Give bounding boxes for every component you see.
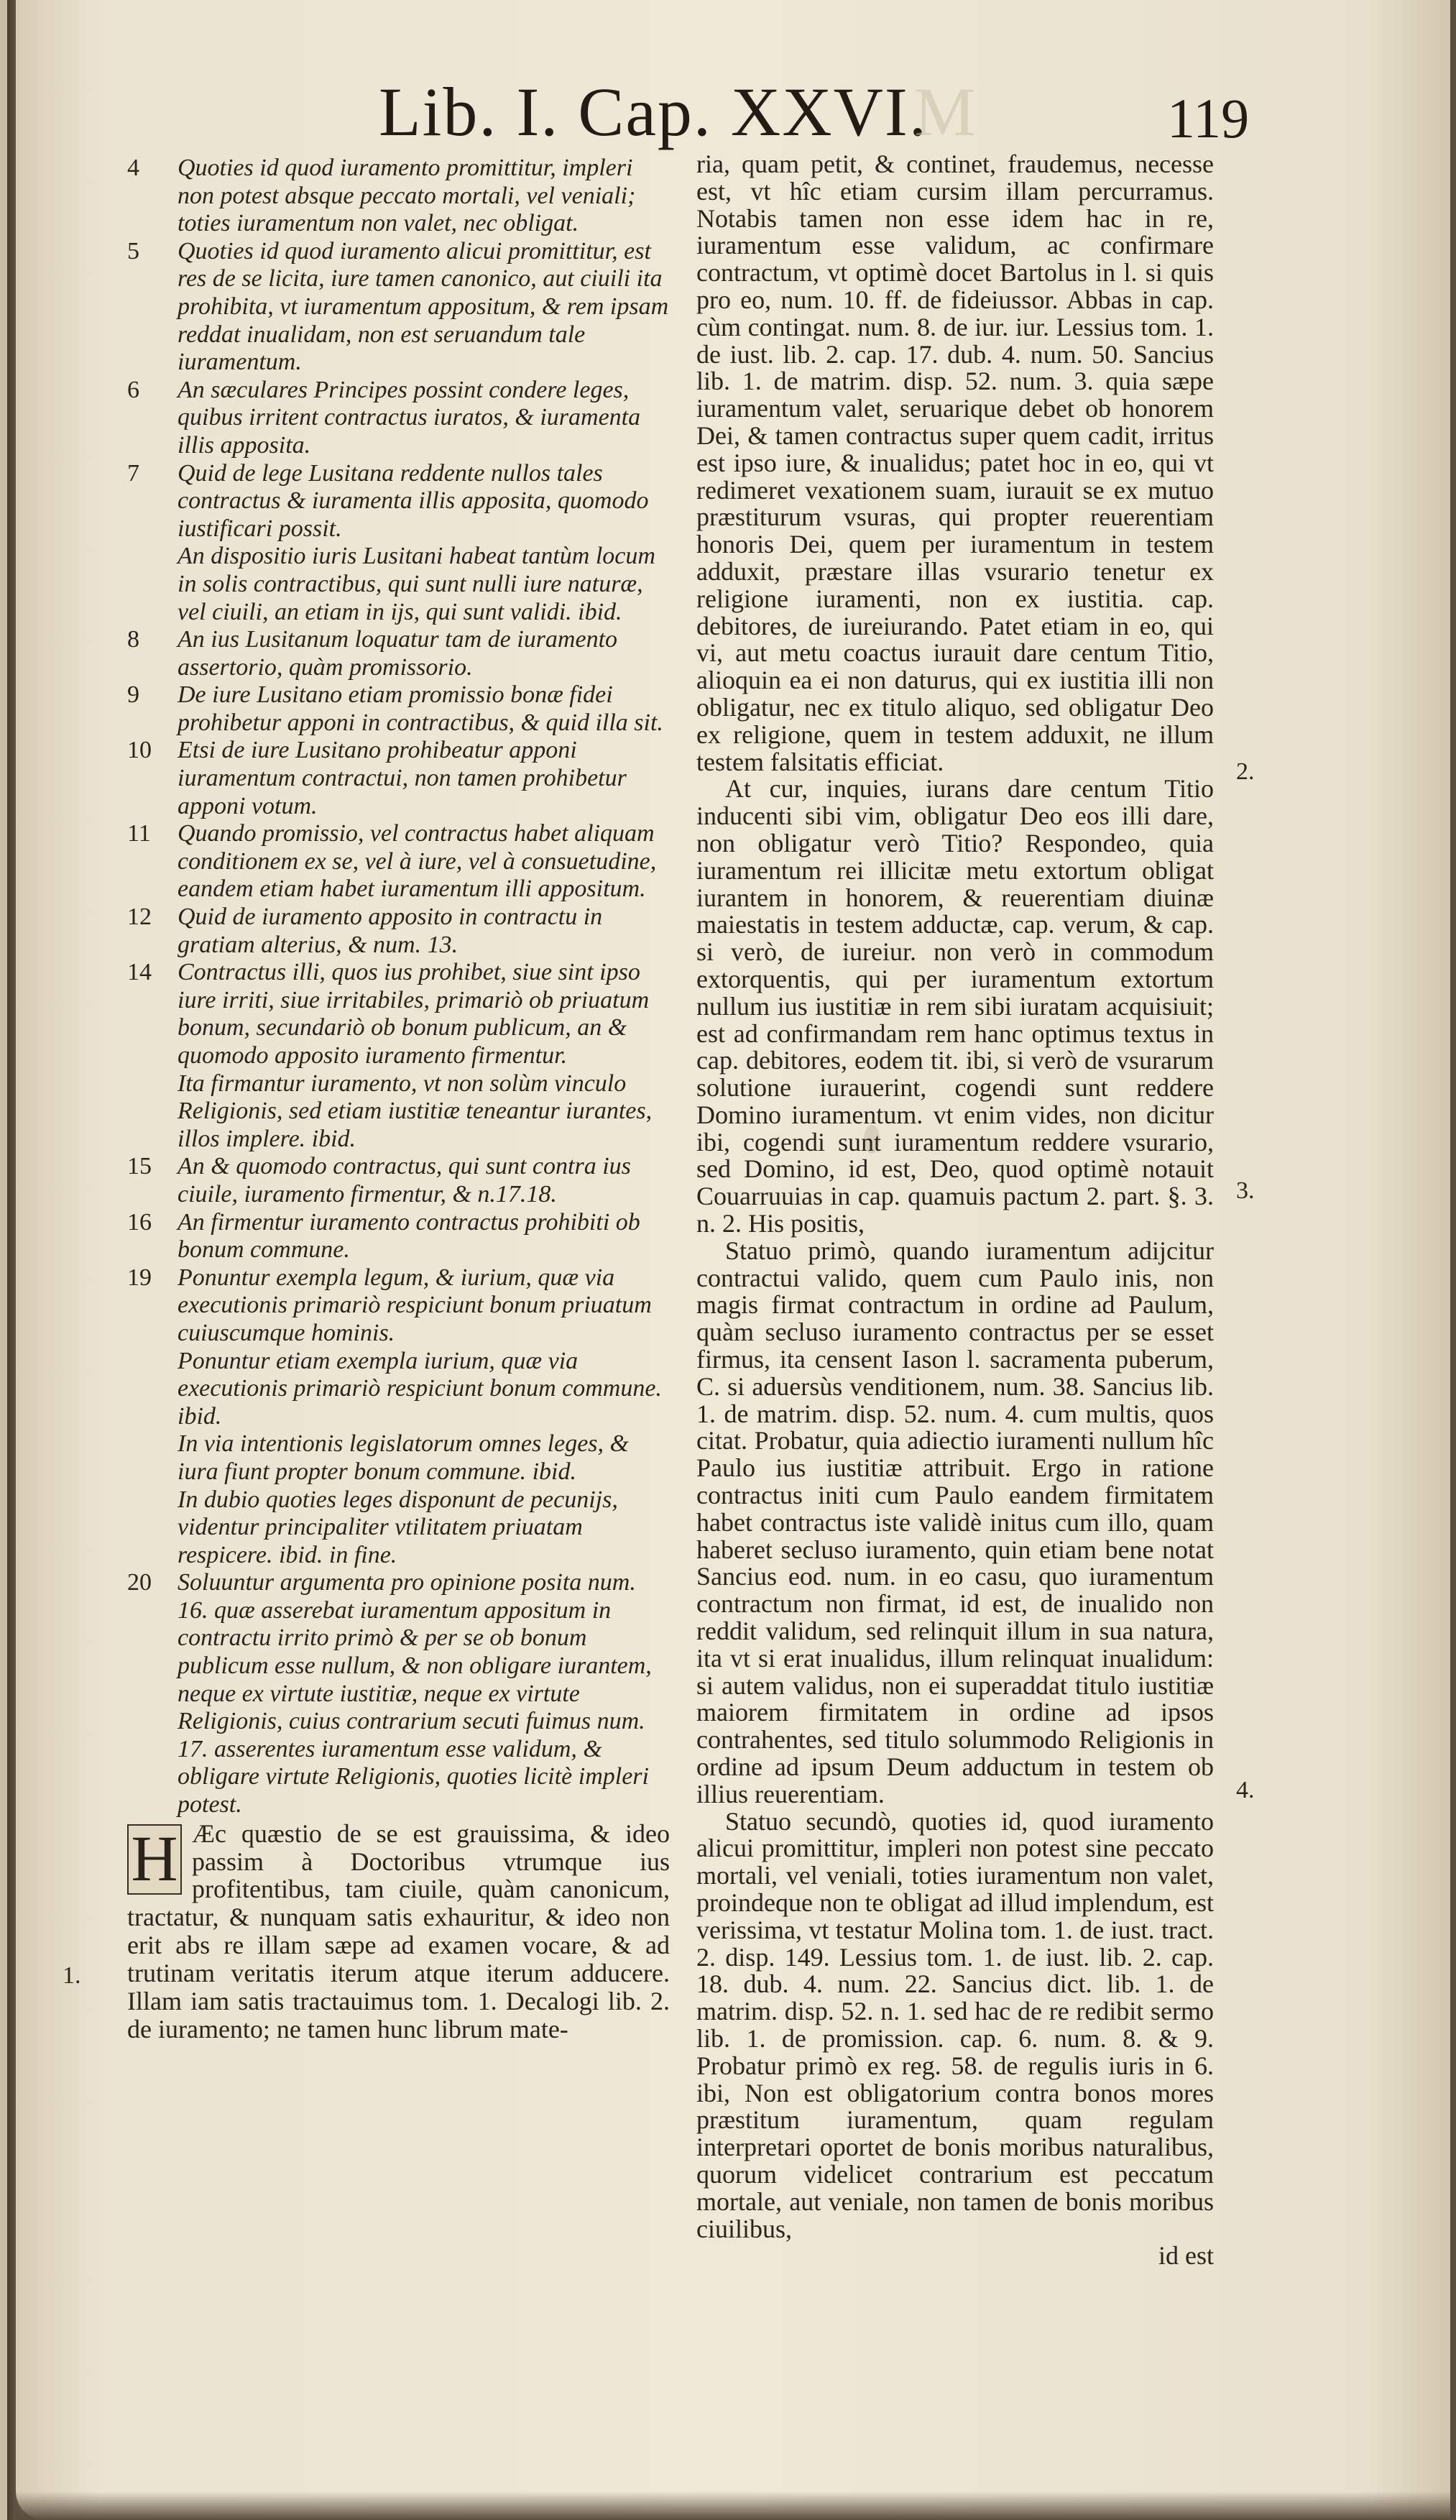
margin-number-4: 4. [1236,1777,1255,1803]
summary-list [127,155,670,1819]
page-number: 119 [1167,87,1250,150]
running-title: Lib. I. Cap. XXVI. [379,73,928,150]
summary-item [127,737,670,820]
summary-item-number: 5 [127,237,139,265]
summary-item-number: 9 [127,681,139,709]
summary-item [127,1209,670,1264]
summary-item-number: 11 [127,820,151,847]
summary-item-text: Quoties id quod iuramento alicui promittitur, est res de se licita, iure tamen canonico, aut ciuili ita prohibita, vt iuramentum appositum, & rem ipsam reddat inualidam, non est seruandum tale iuramentum. [178,237,669,376]
summary-item-number: 12 [127,903,152,931]
summary-item-text: Ponuntur etiam exempla iurium, quæ via executionis primariò respiciunt bonum commune. ibid. [178,1347,662,1430]
summary-item [127,1486,670,1570]
summary-item-number: 15 [127,1153,152,1180]
summary-item-text: Ponuntur exempla legum, & iurium, quæ via executionis primariò respiciunt bonum priuatum cuiuscumque hominis. [178,1264,652,1346]
summary-item [127,820,670,903]
summary-item-number: 19 [127,1264,152,1291]
summary-item-number: 14 [127,959,152,986]
summary-item-text: De iure Lusitano etiam promissio bonæ fidei prohibetur apponi in contractibus, & quid illa sit. [178,681,663,736]
summary-item-text: Quid de lege Lusitana reddente nullos tales contractus & iuramenta illis apposita, quomodo iustificari possit. [178,459,649,542]
summary-item-text: An ius Lusitanum loquatur tam de iuramento assertorio, quàm promissorio. [178,626,618,681]
show-through-ghost-text: M [914,73,976,150]
summary-item-text: In dubio quoties leges disponunt de pecunijs, videntur principaliter vtilitatem priuatam respicere. ibid. in fine. [178,1486,618,1568]
summary-item-text: An sæculares Principes possint condere leges, quibus irritent contractus iuratos, & iuramenta illis apposita. [178,376,641,459]
summary-item-text: Quid de iuramento apposito in contractu in gratiam alterius, & num. 13. [178,903,603,958]
summary-item-text: Etsi de iure Lusitano prohibeatur apponi iuramentum contractui, non tamen prohibetur apponi votum. [178,737,627,819]
summary-item-text: An dispositio iuris Lusitani habeat tantùm locum in solis contractibus, qui sunt nulli iure naturæ, vel ciuili, an etiam in ijs, qui sunt validi. ibid. [178,543,655,625]
summary-item [127,1153,670,1208]
dropcap-wrapper [127,1824,182,1895]
summary-item [127,1264,670,1348]
right-column [696,151,1214,2270]
summary-item-text: An firmentur iuramento contractus prohibiti ob bonum commune. [178,1208,640,1264]
summary-item [127,543,670,626]
summary-item [127,1430,670,1486]
summary-item-text: Soluuntur argumenta pro opinione posita num. 16. quæ asserebat iuramentum appositum in contractu irrito primò & per se ob bonum publicum esse nullum, & non obligare iurantem, neque ex virtute iustitiæ, neque ex virtute Religionis, cuius contrarium secuti fuimus num. 17. asserentes iuramentum esse validum, & obligare virtute Religionis, quoties licitè impleri potest. [178,1569,652,1818]
summary-item-text: An & quomodo contractus, qui sunt contra ius ciuile, iuramento firmentur, & n.17.18. [178,1153,631,1208]
summary-item [127,959,670,1070]
summary-item-number: 6 [127,376,139,403]
right-paragraph-3: Statuo primò, quando iuramentum adijcitur contractui valido, quem cum Paulo inis, non magis firmat contractum in ordine ad Paulum, quàm secluso iuramento contractus per se esset firmus, ita censent Iason l. sacramenta puberum, C. si aduersùs venditionem, num. 38. Sancius lib. 1. de matrim. disp. 52. num. 4. cum multis, quos citat. Probatur, quia adiectio iuramenti nullum hîc Paulo ius iustitiæ attribuit. Ergo in ratione contractus initi cum Paulo eandem firmitatem habet contractus iste validè initus cum illo, quam haberet secluso iuramento, quin etiam bene notat Sancius eod. num. in eo casu, quo iuramentum contractum non firmat, id est, de inualido non reddit validum, sed relinquit illum in sua natura, ita vt si erat inualidus, illum relinquat inualidum: si autem validus, non ei superaddat titulo iustitiæ maiorem firmitatem in ordine ad ipsos contrahentes, sed titulo solummodo Religionis in ordine ad ipsum Deum adductum in testem ob illius reuerentiam. [696,1236,1214,1808]
summary-item [127,626,670,681]
right-paragraph-4: Statuo secundò, quoties id, quod iuramento alicui promittitur, impleri non potest sine peccato mortali, vel veniali, toties iuramentum non valet, proindeque non te obligat ad illud implendum, est verissima, vt testatur Molina tom. 1. de iust. tract. 2. disp. 149. Lessius tom. 1. de iust. lib. 2. cap. 18. dub. 4. num. 22. Sancius dict. lib. 1. de matrim. disp. 52. n. 1. sed hac de re redibit sermo lib. 1. de promission. cap. 6. num. 8. & 9. Probatur primò ex reg. 58. de regulis iuris in 6. ibi, Non est obligatorium contra bonos mores præstitum iuramentum, quam regulam interpretari oportet de bonis moribus naturalibus, quorum videlicet contrarium est peccatum mortale, aut veniale, non tamen de bonis moribus ciuilibus, [696,1806,1214,2243]
left-column [127,155,670,2043]
margin-number-2: 2. [1236,758,1255,785]
paragraph-1 [127,1820,670,2043]
summary-item [127,460,670,543]
paragraph-1-text: Æc quæstio de se est grauissima, & ideo passim à Doctoribus vtrumque ius profitentibus, tam ciuile, quàm canonicum, tractatur, & nunquam satis exhauritur, & ideo non erit abs re illam sæpe ad examen vocare, & ad trutinam veritatis iterum atque iterum adducere. Illam iam satis tractauimus tom. 1. Decalogi lib. 2. de iuramento; ne tamen hunc librum mate- [127,1818,670,2043]
right-paragraph-1: ria, quam petit, & continet, fraudemus, necesse est, vt hîc etiam cursim illam percurramus. Notabis tamen non esse idem hac in re, iuramentum esse validum, ac confirmare contractum, vt optimè docet Bartolus in l. si quis pro eo, num. 10. ff. de fideiussor. Abbas in cap. cùm contingat. num. 8. de iur. iur. Lessius tom. 1. de iust. lib. 2. cap. 17. dub. 4. num. 50. Sancius lib. 1. de matrim. disp. 52. num. 3. quia sæpe iuramentum valet, seruarique debet ob honorem Dei, & tamen contractus super quem cadit, irritus est ipso iure, & inualidus; patet hoc in eo, qui vt redimeret vexationem suam, iurauit se ex mutuo præstiturum vsuras, qui propter reuerentiam honoris Dei, quem per iuramentum in testem adduxit, præstare illas vsurario tenetur ex religione iuramenti, non ex iustitia. cap. debitores, de iureiurando. Patet etiam in eo, qui vi, aut metu coactus iurauit dare centum Titio, alioquin ea ei non daturus, qui ex iustitia illi non obligatur, nec ex titulo aliquo, sed obligatur Deo ex religione, quem in testem adduxit, ne illum testem falsitatis efficiat. [696,150,1214,776]
dropcap-initial: H [127,1824,182,1895]
summary-item [127,1348,670,1431]
summary-item-text: Contractus illi, quos ius prohibet, siue sint ipso iure irriti, siue irritabiles, primariò ob priuatum bonum, secundariò ob bonum publicum, an & quomodo apposito iuramento firmentur. [178,959,650,1069]
summary-item-number: 10 [127,737,152,764]
summary-item-number: 7 [127,459,139,487]
summary-item-number: 8 [127,626,139,653]
summary-item-number: 20 [127,1569,152,1596]
summary-item [127,681,670,737]
summary-item-text: In via intentionis legislatorum omnes leges, & iura fiunt propter bonum commune. ibid. [178,1430,629,1485]
summary-item [127,1569,670,1818]
book-page [16,0,1450,2520]
right-paragraph-2: At cur, inquies, iurans dare centum Titio inducenti sibi vim, obligatur Deo eos illi dare, non obligatur verò Titio? Respondeo, quia iuramentum rei illicitæ metu extortum obligat iurantem in honorem, & reuerentiam diuinæ maiestatis in testem adductæ, cap. verum, & cap. si verò, de iureiur. non verò in commodum extorquentis, qui per iuramentum extortum nullum ius iustitiæ in rem sibi iuratam acquisiuit; est ad confirmandam rem hanc optimus textus in cap. debitores, eodem tit. ibi, si verò de vsurarum solutione iurauerint, cogendi sunt reddere Domino iuramentum. vt enim vides, non dicitur ibi, cogendi sunt iuramentum reddere vsurario, sed Domino, id est, Deo, quod optimè notauit Couarruuias in cap. quamuis pactum 2. part. §. 3. n. 2. His positis, [696,774,1214,1238]
summary-item-text: Quando promissio, vel contractus habet aliquam conditionem ex se, vel à iure, vel à consuetudine, eandem etiam habet iuramentum illi appositum. [178,820,657,903]
margin-number-3: 3. [1236,1177,1255,1204]
summary-item [127,903,670,959]
summary-item-number: 16 [127,1208,152,1236]
summary-item-text: Ita firmantur iuramento, vt non solùm vinculo Religionis, sed etiam iustitiæ teneantur iurantes, illos implere. ibid. [178,1070,653,1152]
summary-item [127,377,670,460]
summary-item [127,155,670,238]
facing-page-edge [0,0,7,2520]
paragraph-number-1: 1. [63,1962,81,1989]
summary-item [127,238,670,377]
summary-item-text: Quoties id quod iuramento promittitur, impleri non potest absque peccato mortali, vel veniali; toties iuramentum non valet, nec obligat. [178,155,636,237]
summary-item-number: 4 [127,155,139,181]
catchword: id est [1158,2241,1214,2271]
summary-item [127,1070,670,1154]
